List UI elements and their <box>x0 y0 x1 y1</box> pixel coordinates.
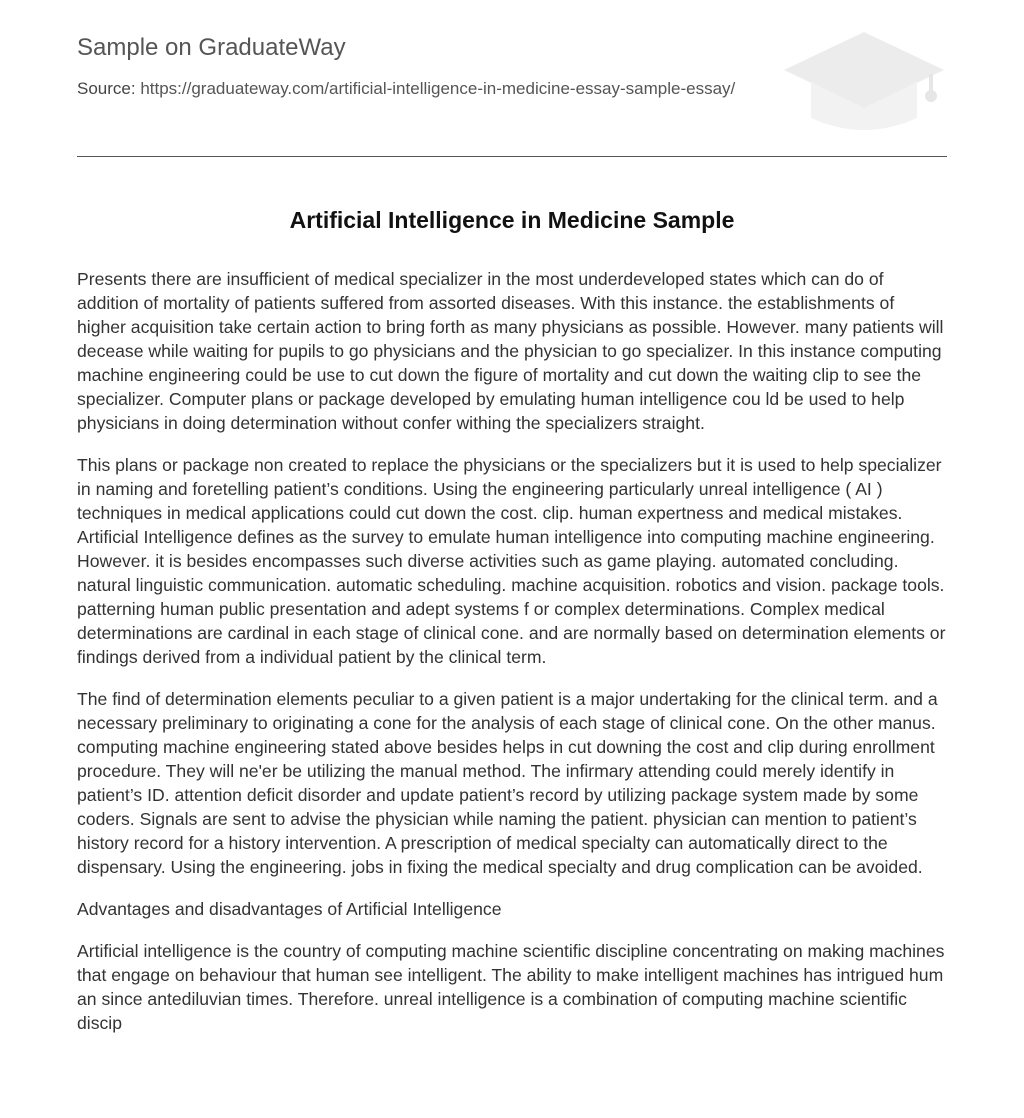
site-title: Sample on GraduateWay <box>77 34 346 61</box>
source-label: Source: <box>77 79 136 98</box>
document-title: Artificial Intelligence in Medicine Sample <box>289 207 735 233</box>
paragraph: Presents there are insufficient of medical specializer in the most underdeveloped states which can do of addition of mortality of patients suffered from assorted diseases. With this instance. the establishments of higher acquisition take certain action to bring forth as many physicians as possible. However. many patients will decease while waiting for pupils to go physicians and the physician to go specializer. In this instance computing machine engineering could be use to cut down the figure of mortality and cut down the waiting clip to see the specializer. Computer plans or package developed by emulating human intelligence cou ld be used to help physicians in doing determination without confer withing the specializers straight. <box>77 269 944 433</box>
paragraph: The find of determination elements peculiar to a given patient is a major undertaking for the clinical term. and a necessary preliminary to originating a cone for the analysis of each stage of clinical cone. On the other manus. computing machine engineering stated above besides helps in cut downing the cost and clip during enrollment procedure. They will ne'er be utilizing the manual method. The infirmary attending could merely identify in patient’s ID. attention deficit disorder and update patient’s record by utilizing package system made by some coders. Signals are sent to advise the physician while naming the patient. physician can mention to patient’s history record for a history intervention. A prescription of medical specialty can automatically direct to the dispensary. Using the engineering. jobs in fixing the medical specialty and drug complication can be avoided. <box>77 689 938 877</box>
paragraph: Artificial intelligence is the country of computing machine scientific discipline concentrating on making machines that engage on behaviour that human see intelligent. The ability to make intelligent machines has intrigued hum an since antediluvian times. Therefore. unreal intelligence is a combination of computing machine scientific discip <box>77 941 945 1033</box>
section-heading: Advantages and disadvantages of Artificial Intelligence <box>77 899 502 919</box>
source-line <box>77 78 747 99</box>
page <box>77 0 947 1033</box>
document-body <box>77 267 947 1053</box>
source-link[interactable]: https://graduateway.com/artificial-intelligence-in-medicine-essay-sample-essay/ <box>140 79 736 98</box>
paragraph: This plans or package non created to replace the physicians or the specializers but it is used to help specializer in naming and foretelling patient’s conditions. Using the engineering particularly unreal intelligence ( AI ) techniques in medical applications could cut down the cost. clip. human expertness and medical mistakes. Artificial Intelligence defines as the survey to emulate human intelligence into computing machine engineering. However. it is besides encompasses such diverse activities such as game playing. automated concluding. natural linguistic communication. automatic scheduling. machine acquisition. robotics and vision. package tools. patterning human public presentation and adept systems f or complex determinations. Complex medical determinations are cardinal in each stage of clinical cone. and are normally based on determination elements or findings derived from a individual patient by the clinical term. <box>77 455 946 667</box>
header <box>77 0 947 157</box>
graduation-cap-icon <box>781 30 947 134</box>
